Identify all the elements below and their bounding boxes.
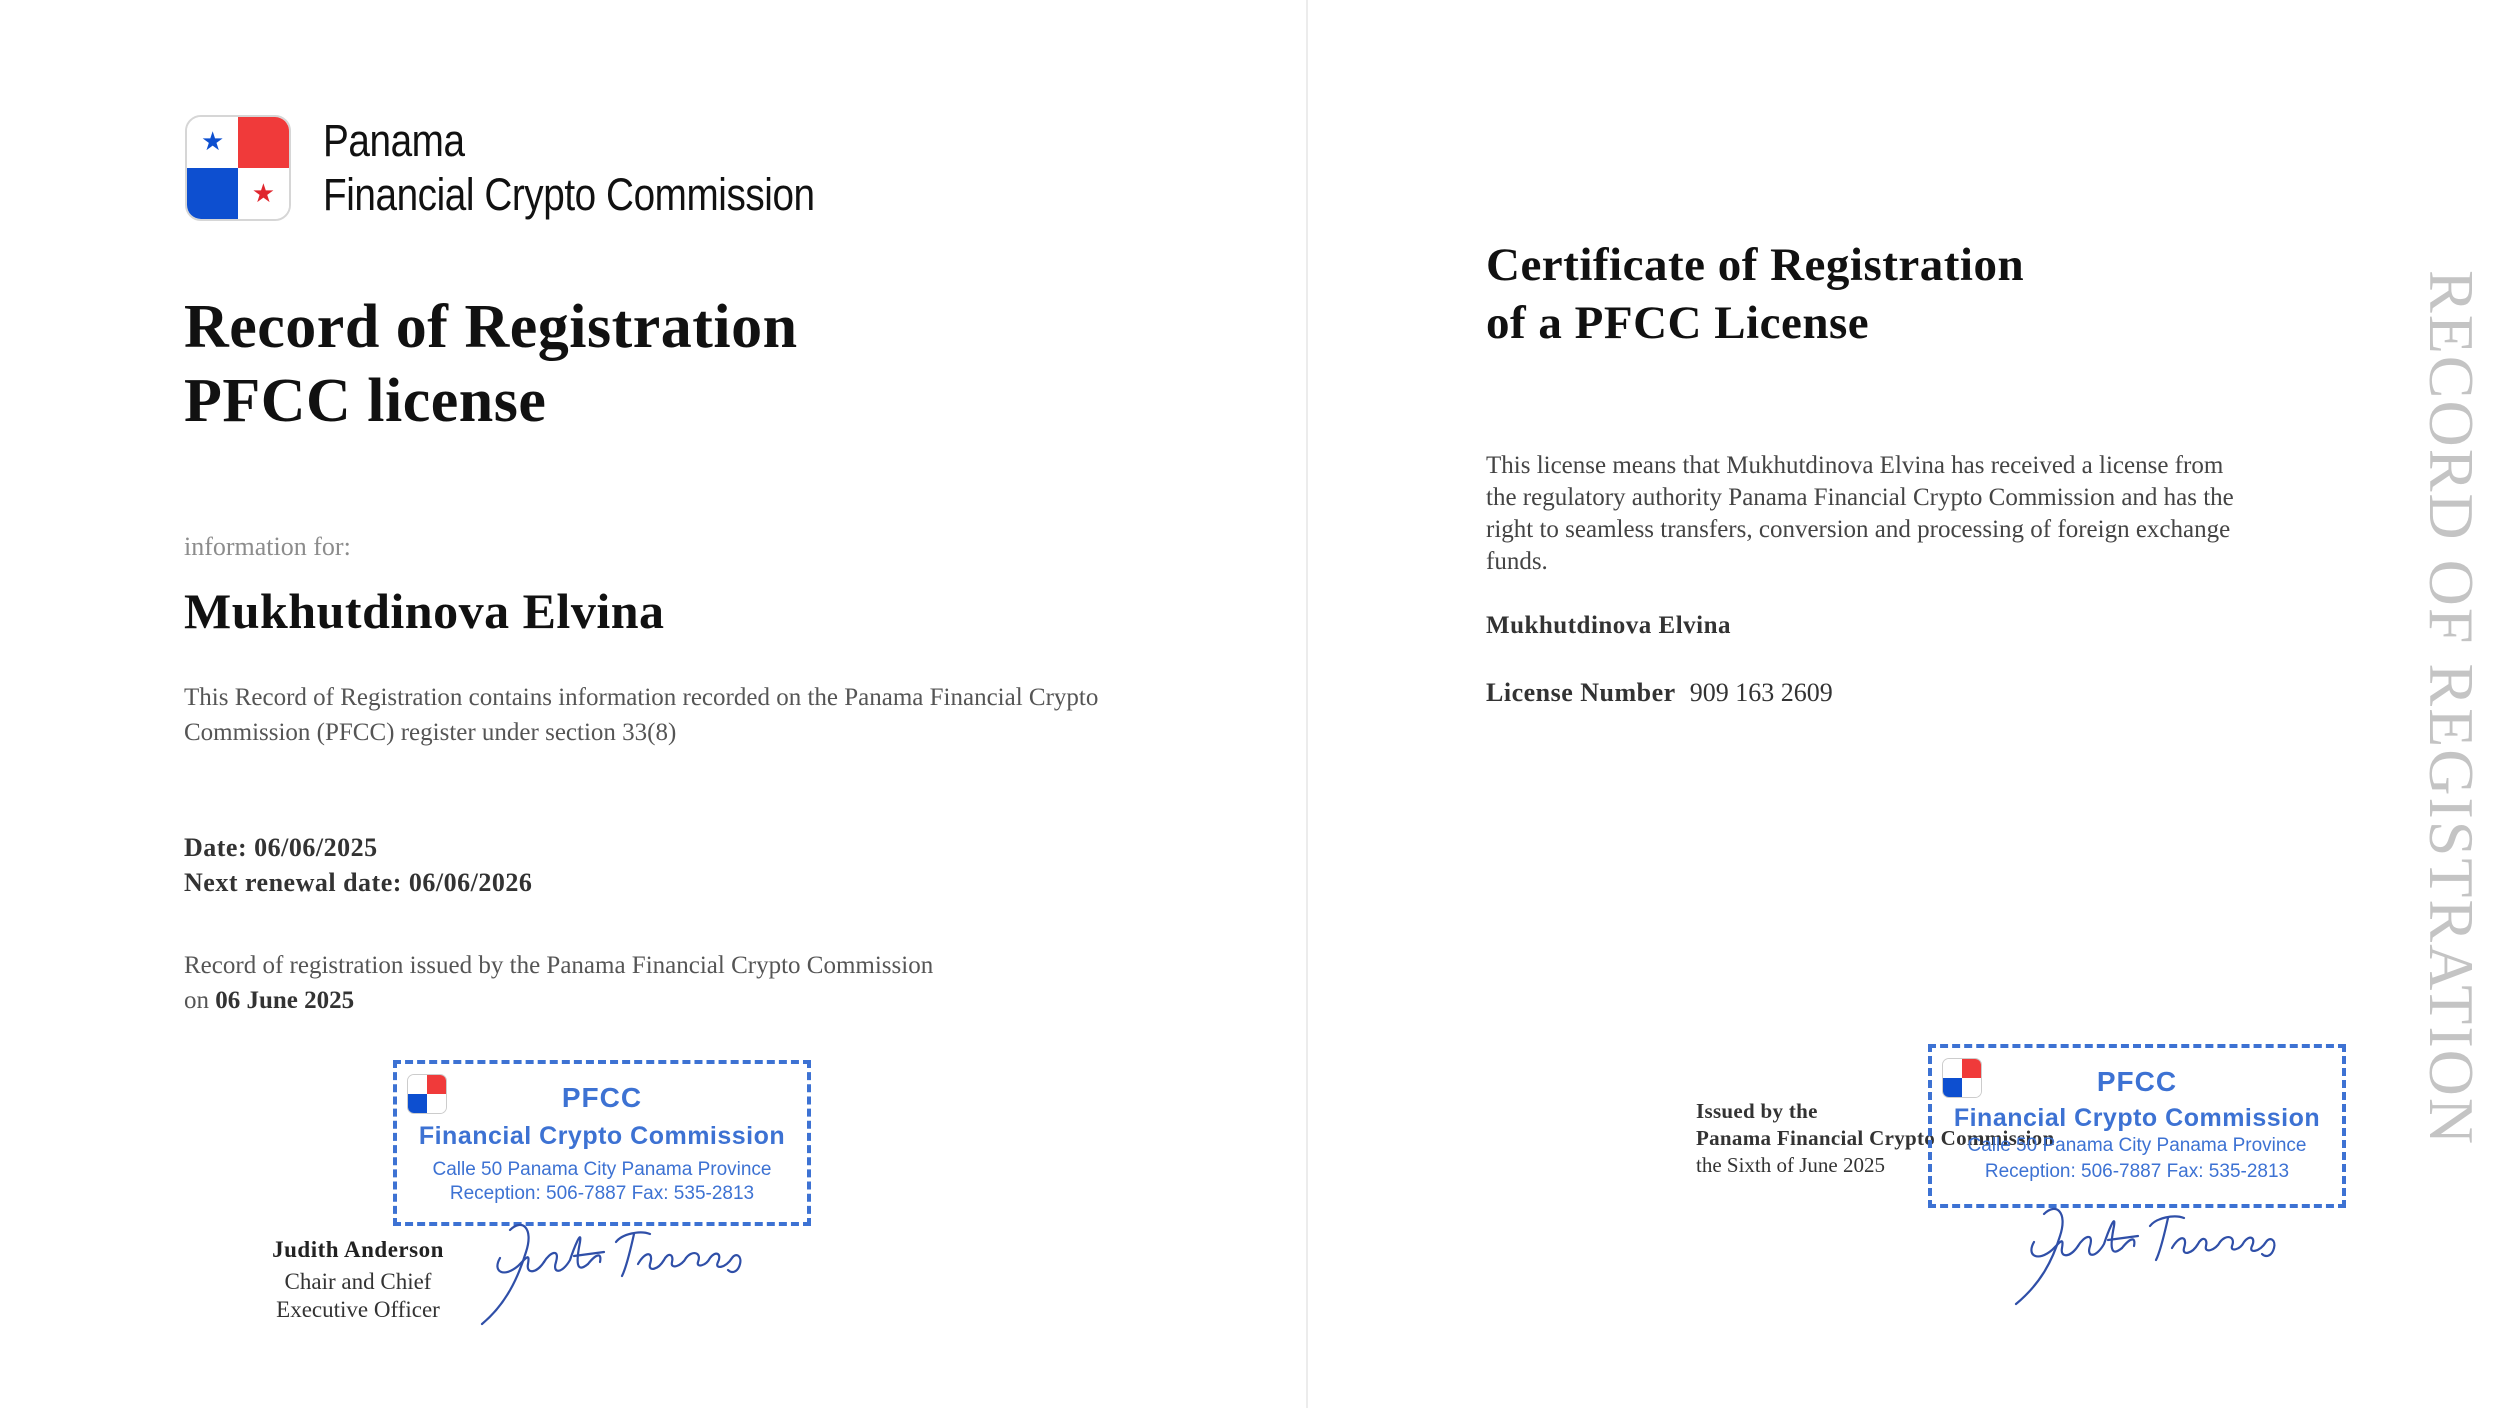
stamp-address: Calle 50 Panama City Panama Province	[432, 1159, 772, 1180]
stamp-address: Calle 50 Panama City Panama Province	[1967, 1135, 2307, 1156]
record-title-line-1: Record of Registration	[184, 293, 798, 361]
certificate-holder-name: Mukhutdinova Elvina	[1486, 612, 1732, 639]
certificate-description: This license means that Mukhutdinova Elvina has received a license from the regulatory authority Panama Financial Crypto Commission and has the right to seamless transfers, conversion and processing of foreign exchange funds.	[1486, 452, 2234, 575]
pfcc-stamp-right	[1928, 1044, 2346, 1208]
issue-date: Date: 06/06/2025	[184, 833, 378, 862]
issued-by-line-3: the Sixth of June 2025	[1696, 1153, 1885, 1177]
stamp-phones: Reception: 506-7887 Fax: 535-2813	[449, 1183, 755, 1204]
license-number-line	[1486, 678, 1833, 708]
signer-name: Judith Anderson	[272, 1237, 444, 1262]
record-title-line-2: PFCC license	[184, 367, 547, 435]
stamp-flag-icon	[407, 1074, 447, 1114]
logo-line-1: Panama	[323, 115, 465, 166]
stamp-flag-icon	[1942, 1058, 1982, 1098]
license-number-label: License Number	[1486, 678, 1676, 707]
issued-on-prefix: on	[184, 987, 209, 1014]
renewal-date: Next renewal date: 06/06/2026	[184, 868, 533, 897]
pfcc-stamp	[393, 1060, 811, 1226]
holder-name: Mukhutdinova Elvina	[184, 583, 665, 639]
record-description: This Record of Registration contains information recorded on the Panama Financial Crypto Commission (PFCC) register under section 33(8)	[184, 684, 1099, 746]
stamp-title: PFCC	[561, 1082, 643, 1113]
page-divider	[1306, 0, 1308, 1408]
panama-flag-icon: ★ ★	[185, 115, 291, 221]
certificate-title	[1486, 236, 2024, 352]
signer-role-line-1: Chair and Chief	[284, 1269, 432, 1294]
stamp-org: Financial Crypto Commission	[1953, 1104, 2321, 1132]
watermark-vertical	[2416, 270, 2490, 1190]
issued-text: Record of registration issued by the Panama Financial Crypto Commission	[184, 952, 934, 979]
pfcc-logo	[185, 114, 895, 222]
issued-by-line-1: Issued by the	[1696, 1099, 1818, 1123]
dates-block	[184, 830, 532, 900]
license-number-value: 909 163 2609	[1689, 678, 1833, 707]
signature-right	[2004, 1200, 2294, 1310]
signature-left	[470, 1212, 760, 1332]
issued-statement	[184, 948, 933, 1018]
signer-block	[262, 1236, 454, 1324]
signer-role-line-2: Executive Officer	[276, 1297, 440, 1322]
issued-on-line	[184, 983, 933, 1018]
issued-on-date: 06 June 2025	[215, 987, 355, 1014]
info-for-label: information for:	[184, 532, 351, 561]
stamp-org: Financial Crypto Commission	[418, 1122, 786, 1150]
issued-by-line-2: Panama Financial Crypto Commission	[1696, 1126, 2055, 1150]
logo-line-2: Financial Crypto Commission	[323, 169, 815, 220]
certificate-title-line-1: Certificate of Registration	[1486, 239, 2025, 291]
watermark-text: RECORD OF REGISTRATION	[2416, 270, 2487, 1147]
stamp-phones: Reception: 506-7887 Fax: 535-2813	[1984, 1161, 2290, 1182]
logo-text	[323, 114, 815, 222]
stamp-title: PFCC	[2096, 1066, 2178, 1097]
record-title	[184, 290, 798, 438]
certificate-title-line-2: of a PFCC License	[1486, 297, 1870, 349]
